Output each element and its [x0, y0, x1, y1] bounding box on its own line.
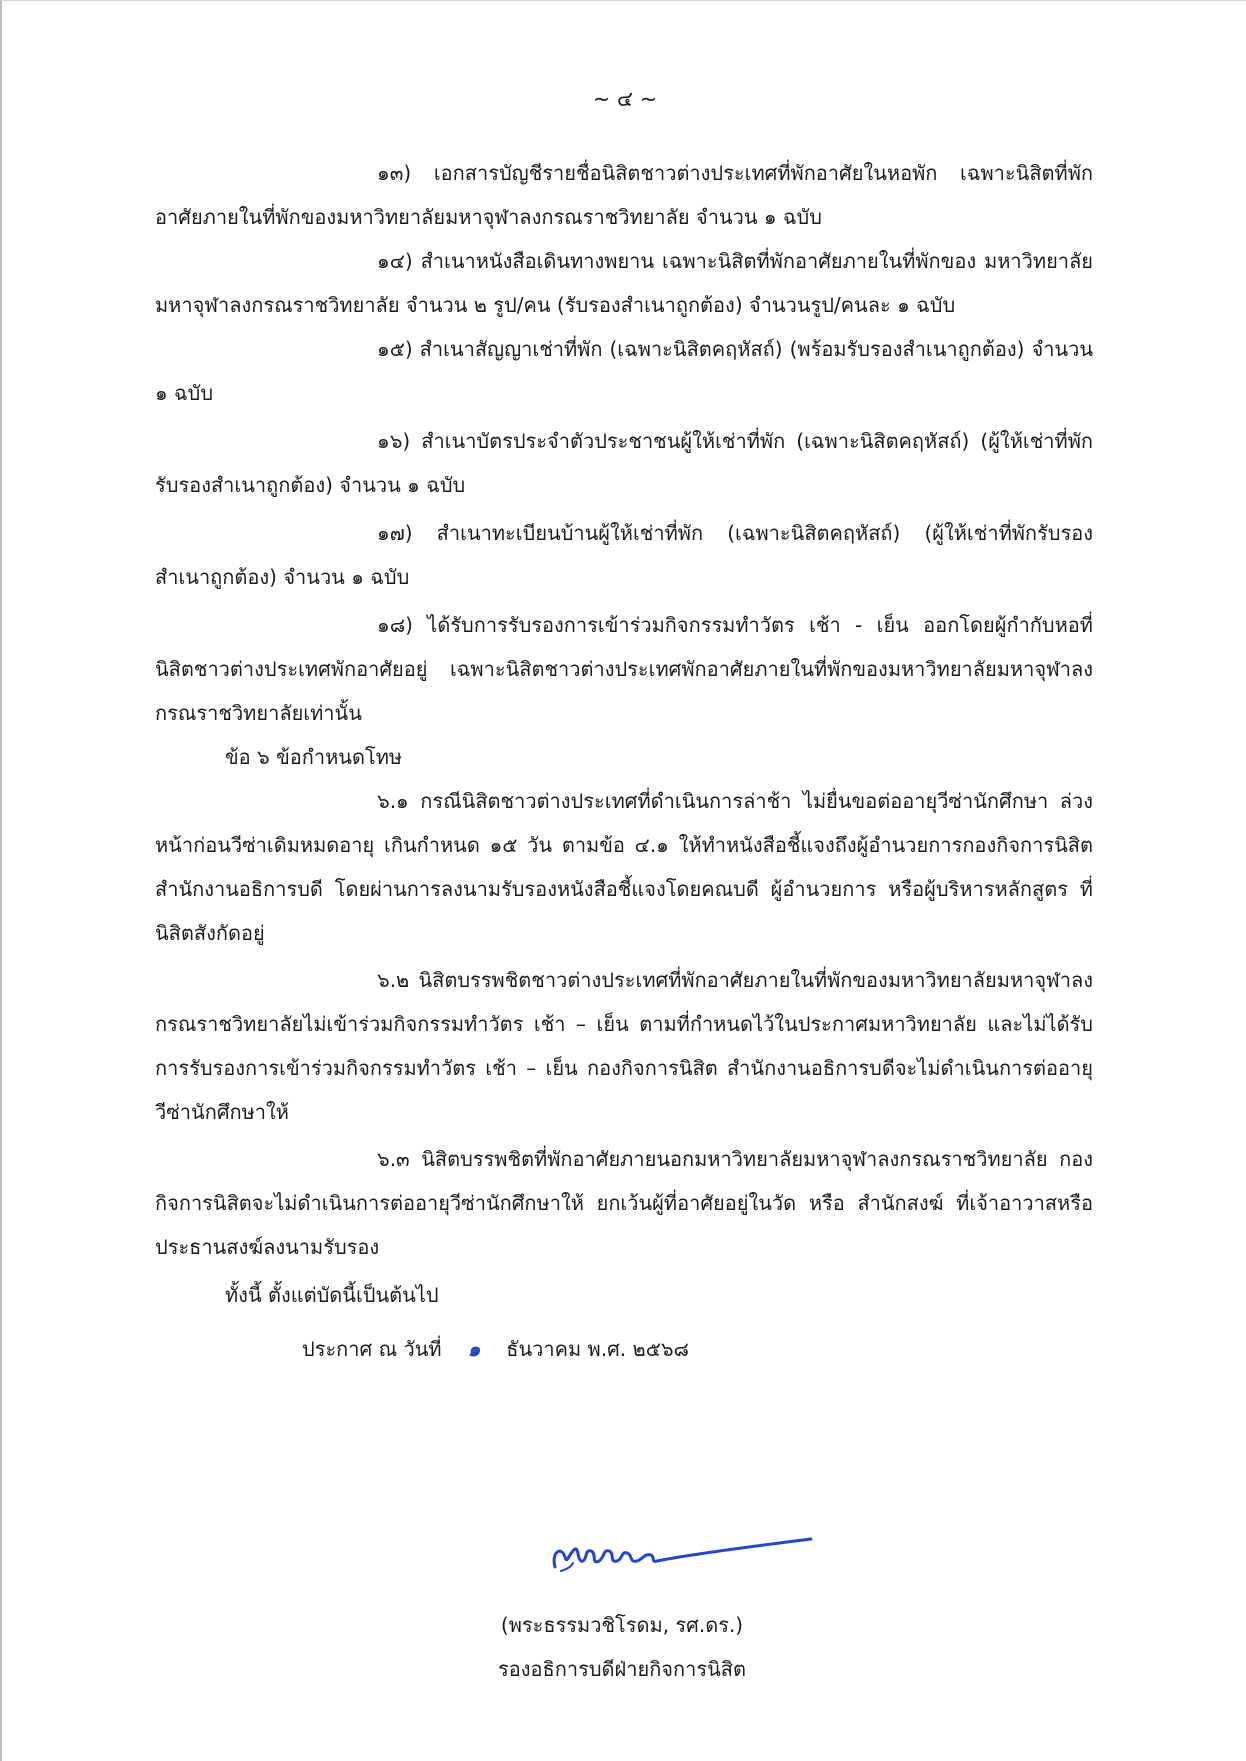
item-13-rest: อาศัยภายในที่พักของมหาวิทยาลัยมหาจุฬาลงกรณราชวิทยาลัย จำนวน ๑ ฉบับ	[155, 205, 822, 229]
section-6-heading: ข้อ ๖ ข้อกำหนดโทษ	[225, 745, 403, 769]
signatory-title: รองอธิการบดีฝ่ายกิจการนิสิต	[498, 1657, 746, 1681]
handwritten-signature-icon	[547, 1523, 847, 1583]
item-17-rest: สำเนาถูกต้อง) จำนวน ๑ ฉบับ	[155, 565, 410, 589]
closing-statement: ทั้งนี้ ตั้งแต่บัดนี้เป็นต้นไป	[225, 1283, 439, 1307]
page-number: ~ ๔ ~	[592, 87, 658, 111]
item-13	[155, 151, 1093, 239]
item-14-line1: ๑๔) สำเนาหนังสือเดินทางพยาน เฉพาะนิสิตที่พักอาศัยภายในที่พักของ	[377, 249, 977, 273]
announcement-date	[302, 1327, 689, 1371]
item-13-line1: ๑๓) เอกสารบัญชีรายชื่อนิสิตชาวต่างประเทศที่พักอาศัยในหอพัก เฉพาะนิสิตที่พัก	[377, 161, 1093, 185]
item-15-line1: ๑๕) สำเนาสัญญาเช่าที่พัก (เฉพาะนิสิตคฤหัสถ์) (พร้อมรับรองสำเนาถูกต้อง)	[377, 337, 1025, 361]
document-body	[155, 151, 1093, 1317]
item-15	[155, 327, 1093, 415]
item-16-rest: รับรองสำเนาถูกต้อง) จำนวน ๑ ฉบับ	[155, 473, 466, 497]
item-15-rest: จำนวน ๑ ฉบับ	[155, 337, 1093, 405]
clause-6-2: ๖.๒ นิสิตบรรพชิตชาวต่างประเทศที่พักอาศัยภายในที่พักของมหาวิทยาลัยมหาจุฬาลงกรณราชวิทยาลัยไม่เข้าร่วมกิจกรรมทำวัตร เช้า – เย็น ตามที่กำหนดไว้ในประกาศมหาวิทยาลัย และไม่ได้รับการรับรองการเข้าร่วมกิจกรรมทำวัตร เช้า – เย็น กองกิจการนิสิต สำนักงานอธิการบดีจะไม่ดำเนินการต่ออายุวีซ่านักศึกษาให้	[155, 968, 1093, 1124]
announcement-day: ๑	[467, 1337, 481, 1361]
announcement-suffix: ธันวาคม พ.ศ. ๒๕๖๘	[506, 1337, 689, 1361]
clause-6-1: ๖.๑ กรณีนิสิตชาวต่างประเทศที่ดำเนินการล่าช้า ไม่ยื่นขอต่ออายุวีซ่านักศึกษา ล่วงหน้าก่อนวีซ่าเดิมหมดอายุ เกินกำหนด ๑๕ วัน ตามข้อ ๔.๑ ให้ทำหนังสือชี้แจงถึงผู้อำนวยการกองกิจการนิสิต สำนักงานอธิการบดี โดยผ่านการลงนามรับรองหนังสือชี้แจงโดยคณบดี ผู้อำนวยการ หรือผู้บริหารหลักสูตร ที่นิสิตสังกัดอยู่	[155, 789, 1093, 945]
item-18	[155, 603, 1093, 735]
item-16-line1: ๑๖) สำเนาบัตรประจำตัวประชาชนผู้ให้เช่าที่พัก (เฉพาะนิสิตคฤหัสถ์) (ผู้ให้เช่าที่พัก	[377, 429, 1093, 453]
item-14	[155, 239, 1093, 327]
item-14-rest: มหาวิทยาลัยมหาจุฬาลงกรณราชวิทยาลัย จำนวน ๒ รูป/คน (รับรองสำเนาถูกต้อง) จำนวนรูป/คนละ ๑ ฉบับ	[155, 249, 1093, 317]
clause-6-3: ๖.๓ นิสิตบรรพชิตที่พักอาศัยภายนอกมหาวิทยาลัยมหาจุฬาลงกรณราชวิทยาลัย กองกิจการนิสิตจะไม่ดำเนินการต่ออายุวีซ่านักศึกษาให้ ยกเว้นผู้ที่อาศัยอยู่ในวัด หรือ สำนักสงฆ์ ที่เจ้าอาวาสหรือประธานสงฆ์ลงนามรับรอง	[155, 1147, 1093, 1259]
signatory-block	[422, 1603, 822, 1691]
item-17-line1: ๑๗) สำเนาทะเบียนบ้านผู้ให้เช่าที่พัก (เฉพาะนิสิตคฤหัสถ์) (ผู้ให้เช่าที่พักรับรอง	[377, 521, 1093, 545]
item-18-line1: ๑๘) ได้รับการรับรองการเข้าร่วมกิจกรรมทำวัตร เช้า - เย็น ออกโดยผู้กำกับหอที่	[377, 613, 1093, 637]
item-17	[155, 511, 1093, 599]
item-16	[155, 419, 1093, 507]
item-18-rest: นิสิตชาวต่างประเทศพักอาศัยอยู่ เฉพาะนิสิตชาวต่างประเทศพักอาศัยภายในที่พักของมหาวิทยาลัยมหาจุฬาลงกรณราชวิทยาลัยเท่านั้น	[155, 657, 1093, 725]
signatory-name: (พระธรรมวชิโรดม, รศ.ดร.)	[500, 1613, 744, 1637]
announcement-prefix: ประกาศ ณ วันที่	[302, 1337, 442, 1361]
